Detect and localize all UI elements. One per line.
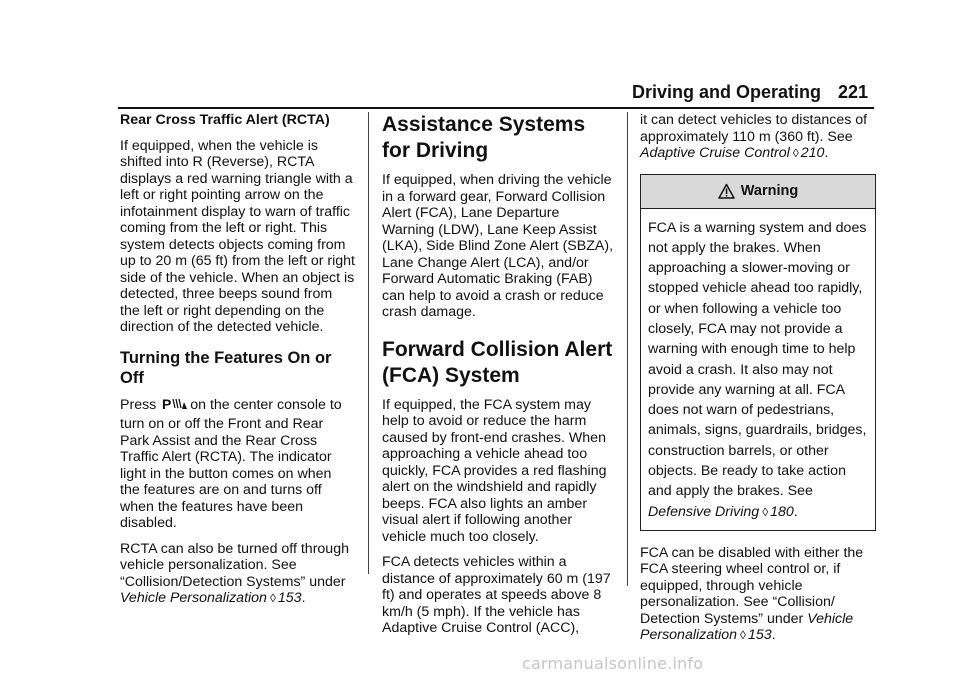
assistance-systems-heading: Assistance Systems for Driving [382, 113, 586, 162]
defensive-driving-page[interactable]: 180 [770, 503, 794, 520]
vp-end: . [771, 627, 776, 644]
vehicle-personalization-page[interactable]: 153 [277, 590, 302, 606]
press-word: Press [120, 396, 157, 413]
dd-end: . [793, 503, 798, 520]
park-assist-icon [162, 396, 188, 417]
header-rule [118, 107, 874, 109]
page-reference-icon: ◊ [269, 591, 276, 605]
warning-body [641, 209, 875, 530]
watermark: carmanualsonline.info [522, 654, 704, 673]
fca-disable-paragraph [640, 545, 876, 644]
page-reference-icon: ◊ [762, 504, 769, 519]
warning-title: Warning [740, 182, 799, 199]
vehicle-personalization-page-2[interactable]: 153 [747, 627, 772, 644]
rcta-heading: Rear Cross Traffic Alert (RCTA) [120, 112, 330, 128]
ref-end: . [301, 590, 306, 606]
column-divider-1 [368, 112, 369, 574]
warning-text: FCA is a warning system and does not apply the brakes. When approaching a slower-moving or stopped vehicle ahead too rapidly, or when following a vehicle too closely, FCA may not provide a warning with enough time to help avoid a crash. It also may not provide any warning at all. FCA does not warn of pedestrians, animals, signs, guardrails, bridges, construction barrels, or other objects. Be ready to take action and apply the brakes. See [648, 219, 867, 500]
acc-cont-body: it can detect vehicles to distances of approximately 110 m (360 ft). See [640, 112, 868, 145]
vehicle-personalization-link-2[interactable]: Vehicle Personalization [640, 610, 854, 644]
rcta-body: If equipped, when the vehicle is shifted into R (Reverse), RCTA displays a red warning triangle with a left or right pointing arrow on the infotainment display to warn of traffic coming from the left or right. This system detects objects coming from up to 20 m (65 ft) from the left or right side of the vehicle. When an object is detected, three beeps sound from the left or right depending on the direction of the detected vehicle. [120, 137, 355, 335]
adaptive-cruise-control-link[interactable]: Adaptive Cruise Control [640, 145, 790, 161]
defensive-driving-link[interactable]: Defensive Driving [648, 503, 760, 520]
column-3 [640, 112, 876, 653]
warning-header [641, 175, 875, 209]
warning-triangle-icon [718, 183, 735, 199]
warning-box [640, 174, 876, 531]
assistance-body: If equipped, when driving the vehicle in a forward gear, Forward Collision Alert (FCA), Lane Departure Warning (LDW), Lane Keep Assist (LKA), Side Blind Zone Alert (SBZA), Lane Change Alert (LCA), and/or Forward Automatic Braking (FAB) can help to avoid a crash or reduce crash damage. [382, 172, 614, 320]
page-reference-icon: ◊ [740, 628, 746, 643]
fca-heading: Forward Collision Alert (FCA) System [382, 337, 613, 387]
acc-end: . [824, 145, 829, 161]
turning-features-heading: Turning the Features On or Off [120, 348, 332, 387]
column-1 [120, 112, 355, 616]
fca-body: If equipped, the FCA system may help to avoid or reduce the harm caused by front-end crashes. When approaching a vehicle ahead too quickly, FCA provides a red flashing alert on the windshield and rapidly beeps. FCA also lights an amber visual alert if following another vehicle much too closely. [382, 396, 607, 545]
vehicle-personalization-link[interactable]: Vehicle Personalization [120, 590, 267, 606]
press-body: on the center console to turn on or off the Front and Rear Park Assist and the Rear Cross Traffic Alert (RCTA). The indicator light in the button comes on when the features are on and turns off when the features have been disabled. [120, 396, 342, 531]
page-header-title: Driving and Operating [632, 82, 822, 102]
page-reference-icon: ◊ [792, 146, 799, 160]
fca-detect-body: FCA detects vehicles within a distance of approximately 60 m (197 ft) and operates at speeds above 8 km/h (5 mph). If the vehicle has Adaptive Cruise Control (ACC), [382, 554, 611, 636]
adaptive-cruise-control-page[interactable]: 210 [800, 145, 825, 161]
acc-paragraph [640, 112, 876, 162]
column-2 [382, 112, 614, 646]
fca-disable-body: FCA can be disabled with either the FCA steering wheel control or, if equipped, through vehicle personalization. See “Collision/ Detection Systems” under [640, 544, 864, 627]
page-number: 221 [838, 82, 869, 102]
svg-text:P: P [162, 395, 172, 412]
rcta-off-body: RCTA can also be turned off through vehicle personalization. See “Collision/Detection Systems” under [120, 540, 349, 590]
column-divider-2 [627, 112, 628, 586]
rcta-off-paragraph [120, 541, 355, 607]
press-paragraph [120, 396, 355, 532]
